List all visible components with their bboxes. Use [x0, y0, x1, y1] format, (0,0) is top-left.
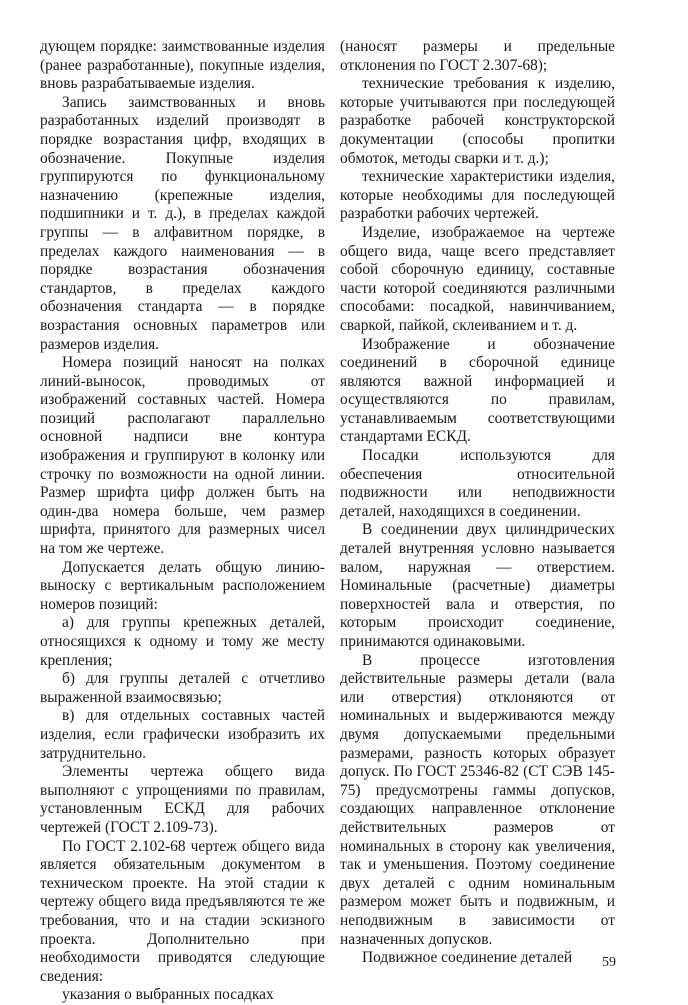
paragraph: Запись заимствованных и вновь разработанных изделий производят в порядке возрастания цифр, входящих в обозначение. Покупные изделия группируются по функциональному назначению (крепежные изделия, подшипники и т. д.), в пределах каждой группы — в алфавитном порядке, в пределах каждого наименования — в порядке возрастания обозначения стандартов, в пределах каждого обозначения стандарта — в порядке возрастания основных параметров или размеров изделия.: [40, 93, 325, 353]
list-item: б) для группы деталей с отчетливо выраженной взаимосвязью;: [40, 670, 325, 706]
left-text-column: [40, 38, 325, 1005]
paragraph: технические характеристики изделия, которые необходимы для последующей разработки рабочих чертежей.: [340, 168, 615, 223]
page-number: 59: [602, 955, 616, 970]
paragraph: (наносят размеры и предельные отклонения по ГОСТ 2.307-68);: [340, 38, 615, 74]
paragraph: технические требования к изделию, которые учитываются при последующей разработке рабочей конструкторской документации (способы пропитки обмоток, методы сварки и т. д.);: [340, 75, 615, 167]
paragraph: По ГОСТ 2.102-68 чертеж общего вида является обязательным документом в техническом проекте. На этой стадии к чертежу общего вида предъявляются те же требования, что и на стадии эскизного проекта. Дополнительно при необходимости приводятся следующие сведения:: [40, 837, 325, 985]
paragraph: В соединении двух цилиндрических деталей внутренняя условно называется валом, наружная — отверстием. Номинальные (расчетные) диаметры поверхностей вала и отверстия, по которым происходит соединение, принимаются одинаковыми.: [340, 521, 615, 650]
paragraph: Подвижное соединение деталей: [362, 949, 573, 967]
paragraph: Допускается делать общую линию-выноску с вертикальным расположением номеров позиций:: [40, 558, 325, 613]
paragraph: дующем порядке: заимствованные изделия (ранее разработанные), покупные изделия, вновь разрабатываемые изделия.: [40, 38, 325, 93]
right-text-column: [340, 38, 615, 968]
paragraph: указания о выбранных посадках: [62, 986, 274, 1004]
list-item: а) для группы крепежных деталей, относящихся к одному и тому же месту крепления;: [40, 614, 325, 669]
paragraph: Номера позиций наносят на полках линий-выносок, проводимых от изображений составных частей. Номера позиций располагают параллельно основной надписи вне контура изображения и группируют в колонку или строчку по возможности на одной линии. Размер шрифта цифр должен быть на один-два номера больше, чем размер шрифта, принятого для размерных чисел на том же чертеже.: [40, 354, 325, 558]
list-item: в) для отдельных составных частей изделия, если графически изобразить их затруднительно.: [40, 707, 325, 762]
paragraph: Изделие, изображаемое на чертеже общего вида, чаще всего представляет собой сборочную единицу, составные части которой соединяются различными способами: посадкой, навинчиванием, сваркой, пайкой, склеиванием и т. д.: [340, 223, 615, 334]
paragraph: Посадки используются для обеспечения относительной подвижности или неподвижности деталей, находящихся в соединении.: [340, 447, 615, 520]
paragraph: Элементы чертежа общего вида выполняют с упрощениями по правилам, установленным ЕСКД для рабочих чертежей (ГОСТ 2.109-73).: [40, 763, 325, 836]
paragraph: Изображение и обозначение соединений в сборочной единице являются важной информацией и осуществляются по правилам, устанавливаемым соответствующими стандартами ЕСКД.: [340, 335, 615, 446]
paragraph: В процессе изготовления действительные размеры детали (вала или отверстия) отклоняются от номинальных и выдерживаются между двумя допускаемыми предельными размерами, разность которых образует допуск. По ГОСТ 25346-82 (СТ СЭВ 145-75) предусмотрены гаммы допусков, создающих направленное отклонение действительных размеров от номинальных в сторону как увеличения, так и уменьшения. Поэтому соединение двух деталей с одним номинальным размером может быть и подвижным, и неподвижным в зависимости от назначенных допусков.: [340, 651, 615, 948]
